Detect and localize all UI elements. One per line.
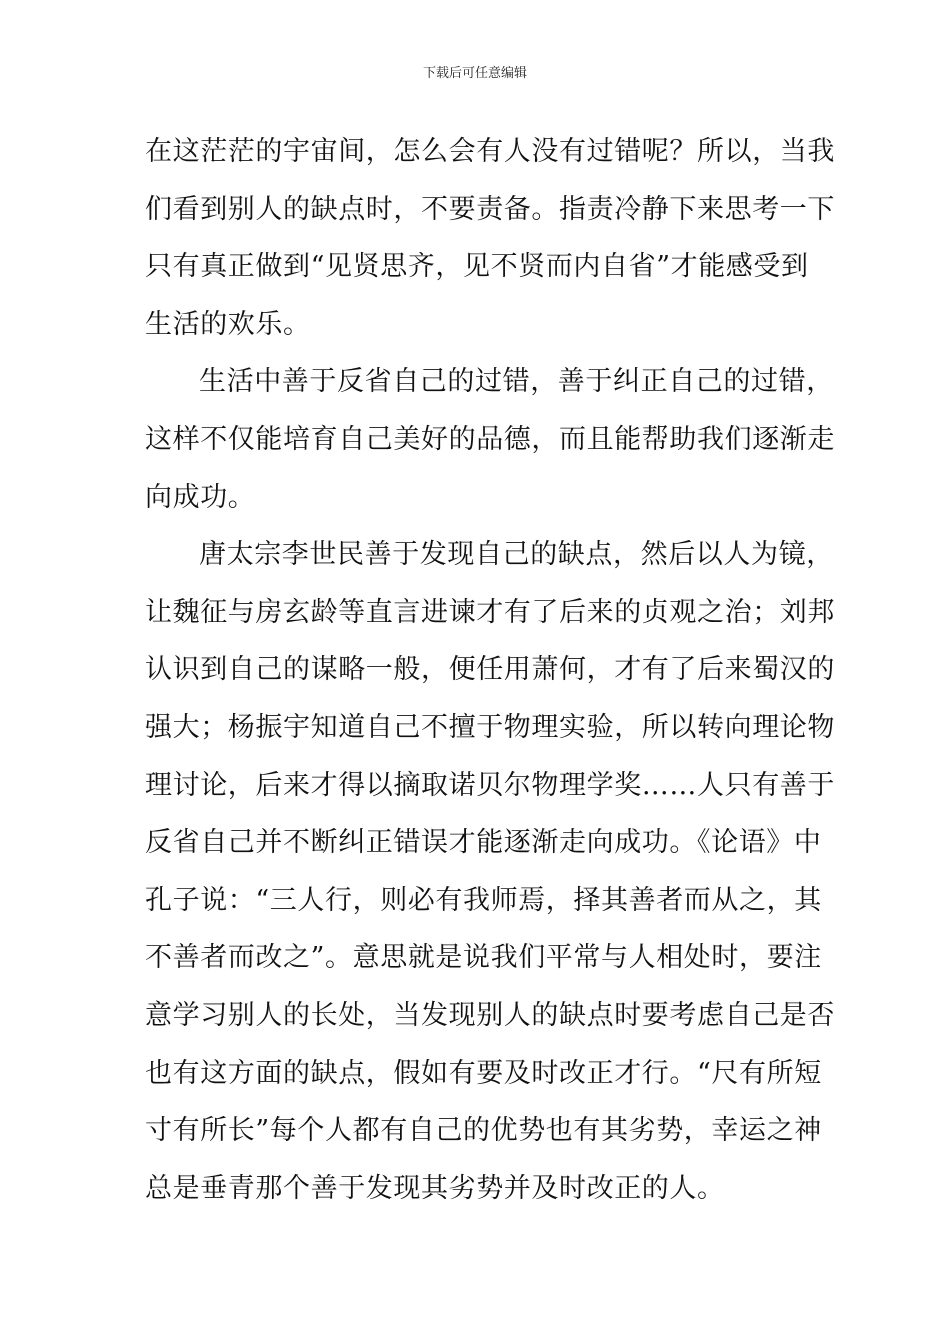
text-line <box>145 1224 810 1282</box>
text-line: 在这茫茫的宇宙间，怎么会有人没有过错呢？所以，当我 <box>145 136 835 167</box>
text-line: 们看到别人的缺点时，不要责备。指责冷静下来思考一下 <box>145 193 835 225</box>
text-line: 不善者而改之”。意思就是说我们平常与人相处时，要注 <box>145 942 822 974</box>
paragraph <box>145 360 835 533</box>
text-line: 理讨论，后来才得以摘取诺贝尔物理学奖……人只有善于 <box>145 769 835 801</box>
page-header: 下载后可任意编辑 <box>422 66 527 81</box>
text-line: 总是垂青那个善于发现其劣势并及时改正的人。 <box>145 1172 725 1204</box>
text-line: 认识到自己的谋略一般，便任用萧何，才有了后来蜀汉的 <box>145 654 835 686</box>
text-line: 反省自己并不断纠正错误才能逐渐走向成功。《论语》中 <box>145 827 822 859</box>
text-line: 唐太宗李世民善于发现自己的缺点，然后以人为镜， <box>199 539 834 571</box>
text-line: 这样不仅能培育自己美好的品德，而且能帮助我们逐渐走 <box>145 423 835 455</box>
paragraph <box>145 533 835 1282</box>
paragraph <box>145 130 835 360</box>
text-line: 生活中善于反省自己的过错，善于纠正自己的过错， <box>199 366 834 398</box>
text-line: 向成功。 <box>145 481 256 513</box>
text-line: 寸有所长”每个人都有自己的优势也有其劣势，幸运之神 <box>145 1115 822 1147</box>
text-line: 让魏征与房玄龄等直言进谏才有了后来的贞观之治；刘邦 <box>145 596 835 628</box>
document-body <box>145 130 835 1282</box>
text-line: 强大；杨振宇知道自己不擅于物理实验，所以转向理论物 <box>145 711 835 743</box>
text-line: 生活的欢乐。 <box>145 308 311 340</box>
text-line: 也有这方面的缺点，假如有要及时改正才行。“尺有所短 <box>145 1057 822 1089</box>
text-line: 只有真正做到“见贤思齐，见不贤而内自省”才能感受到 <box>145 251 809 283</box>
text-line: 意学习别人的长处，当发现别人的缺点时要考虑自己是否 <box>145 999 835 1031</box>
text-line: 孔子说：“三人行，则必有我师焉，择其善者而从之，其 <box>145 884 822 916</box>
